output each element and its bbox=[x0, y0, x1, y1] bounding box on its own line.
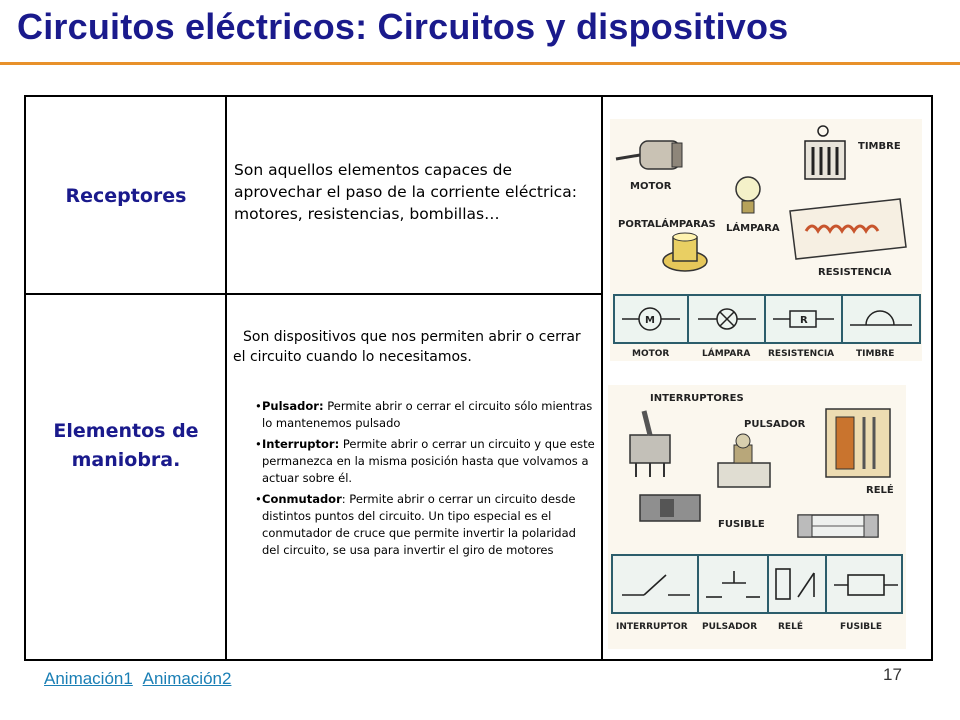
symbol-letter-r: R bbox=[800, 315, 808, 326]
label-sym-resistencia: RESISTENCIA bbox=[768, 349, 835, 359]
link-animacion1[interactable]: Animación1 bbox=[44, 669, 133, 688]
label-resistencia: RESISTENCIA bbox=[818, 267, 892, 278]
label-pulsador: PULSADOR bbox=[744, 419, 806, 430]
receptores-illustration bbox=[610, 119, 922, 361]
motor-drawing bbox=[616, 141, 682, 169]
toggle-switch-drawing bbox=[630, 411, 670, 477]
label-timbre: TIMBRE bbox=[858, 141, 901, 152]
fuse-drawing bbox=[798, 515, 878, 537]
bullet-text: Permite abrir o cerrar un circuito y que este permanezca en la misma posición hasta que volvamos a actuar sobre él. bbox=[262, 437, 595, 485]
symbol-letter-m: M bbox=[645, 315, 655, 326]
maniobra-illustration bbox=[608, 385, 906, 649]
label-lampara: LÁMPARA bbox=[726, 223, 780, 234]
animation-links bbox=[44, 669, 237, 689]
label-sym-rele: RELÉ bbox=[778, 622, 803, 632]
label-sym-fusible: FUSIBLE bbox=[840, 622, 883, 632]
label-sym-interruptor: INTERRUPTOR bbox=[616, 622, 688, 632]
label-sym-motor: MOTOR bbox=[632, 349, 670, 359]
label-interruptores: INTERRUPTORES bbox=[650, 393, 744, 404]
column-divider-2 bbox=[601, 97, 603, 659]
bullet-term: Interruptor: bbox=[262, 437, 340, 451]
label-rele: RELÉ bbox=[866, 485, 894, 496]
title-underline bbox=[0, 62, 960, 65]
bullet-term: Pulsador: bbox=[262, 399, 324, 413]
bell-drawing bbox=[805, 126, 845, 179]
label-sym-pulsador: PULSADOR bbox=[702, 622, 758, 632]
resistor-drawing bbox=[790, 199, 906, 259]
bullet-text: Permite abrir o cerrar el circuito sólo mientras lo mantenemos pulsado bbox=[262, 399, 593, 430]
bullet-text: : Permite abrir o cerrar un circuito desde distintos puntos del circuito. Un tipo especial es el conmutador de cruce que permite invertir la polaridad del circuito, se usa para invertir el giro de motores bbox=[262, 492, 576, 557]
maniobra-bullet-list bbox=[256, 398, 596, 563]
content-table bbox=[24, 95, 933, 661]
row-label-maniobra: Elementos de maniobra. bbox=[53, 420, 199, 471]
label-sym-timbre: TIMBRE bbox=[856, 349, 895, 359]
label-portalamparas: PORTALÁMPARAS bbox=[618, 219, 716, 230]
bullet-conmutador bbox=[256, 491, 596, 559]
link-animacion2[interactable]: Animación2 bbox=[142, 669, 232, 688]
slide-switch-drawing bbox=[640, 495, 700, 521]
receptores-drawing bbox=[610, 119, 922, 361]
label-fusible: FUSIBLE bbox=[718, 519, 765, 530]
slide-title: Circuitos eléctricos: Circuitos y dispositivos bbox=[17, 6, 789, 47]
maniobra-drawing bbox=[608, 385, 906, 649]
bullet-interruptor bbox=[256, 436, 596, 487]
lamp-drawing bbox=[736, 177, 760, 213]
row-divider bbox=[26, 293, 603, 295]
label-motor: MOTOR bbox=[630, 181, 672, 192]
row-label-receptores: Receptores bbox=[65, 185, 187, 207]
label-sym-lampara: LÁMPARA bbox=[702, 349, 751, 359]
column-divider-1 bbox=[225, 97, 227, 659]
row-text-receptores: Son aquellos elementos capaces de aprovechar el paso de la corriente eléctrica: motores, resistencias, bombillas… bbox=[234, 161, 577, 223]
bullet-pulsador bbox=[256, 398, 596, 432]
bullet-term: Conmutador bbox=[262, 492, 342, 506]
lampholder-drawing bbox=[663, 233, 707, 271]
pushbutton-drawing bbox=[718, 434, 770, 487]
page-number: 17 bbox=[883, 665, 902, 684]
row-text-maniobra: Son dispositivos que nos permiten abrir o cerrar el circuito cuando lo necesitamos. bbox=[233, 329, 581, 365]
relay-drawing bbox=[826, 409, 890, 477]
